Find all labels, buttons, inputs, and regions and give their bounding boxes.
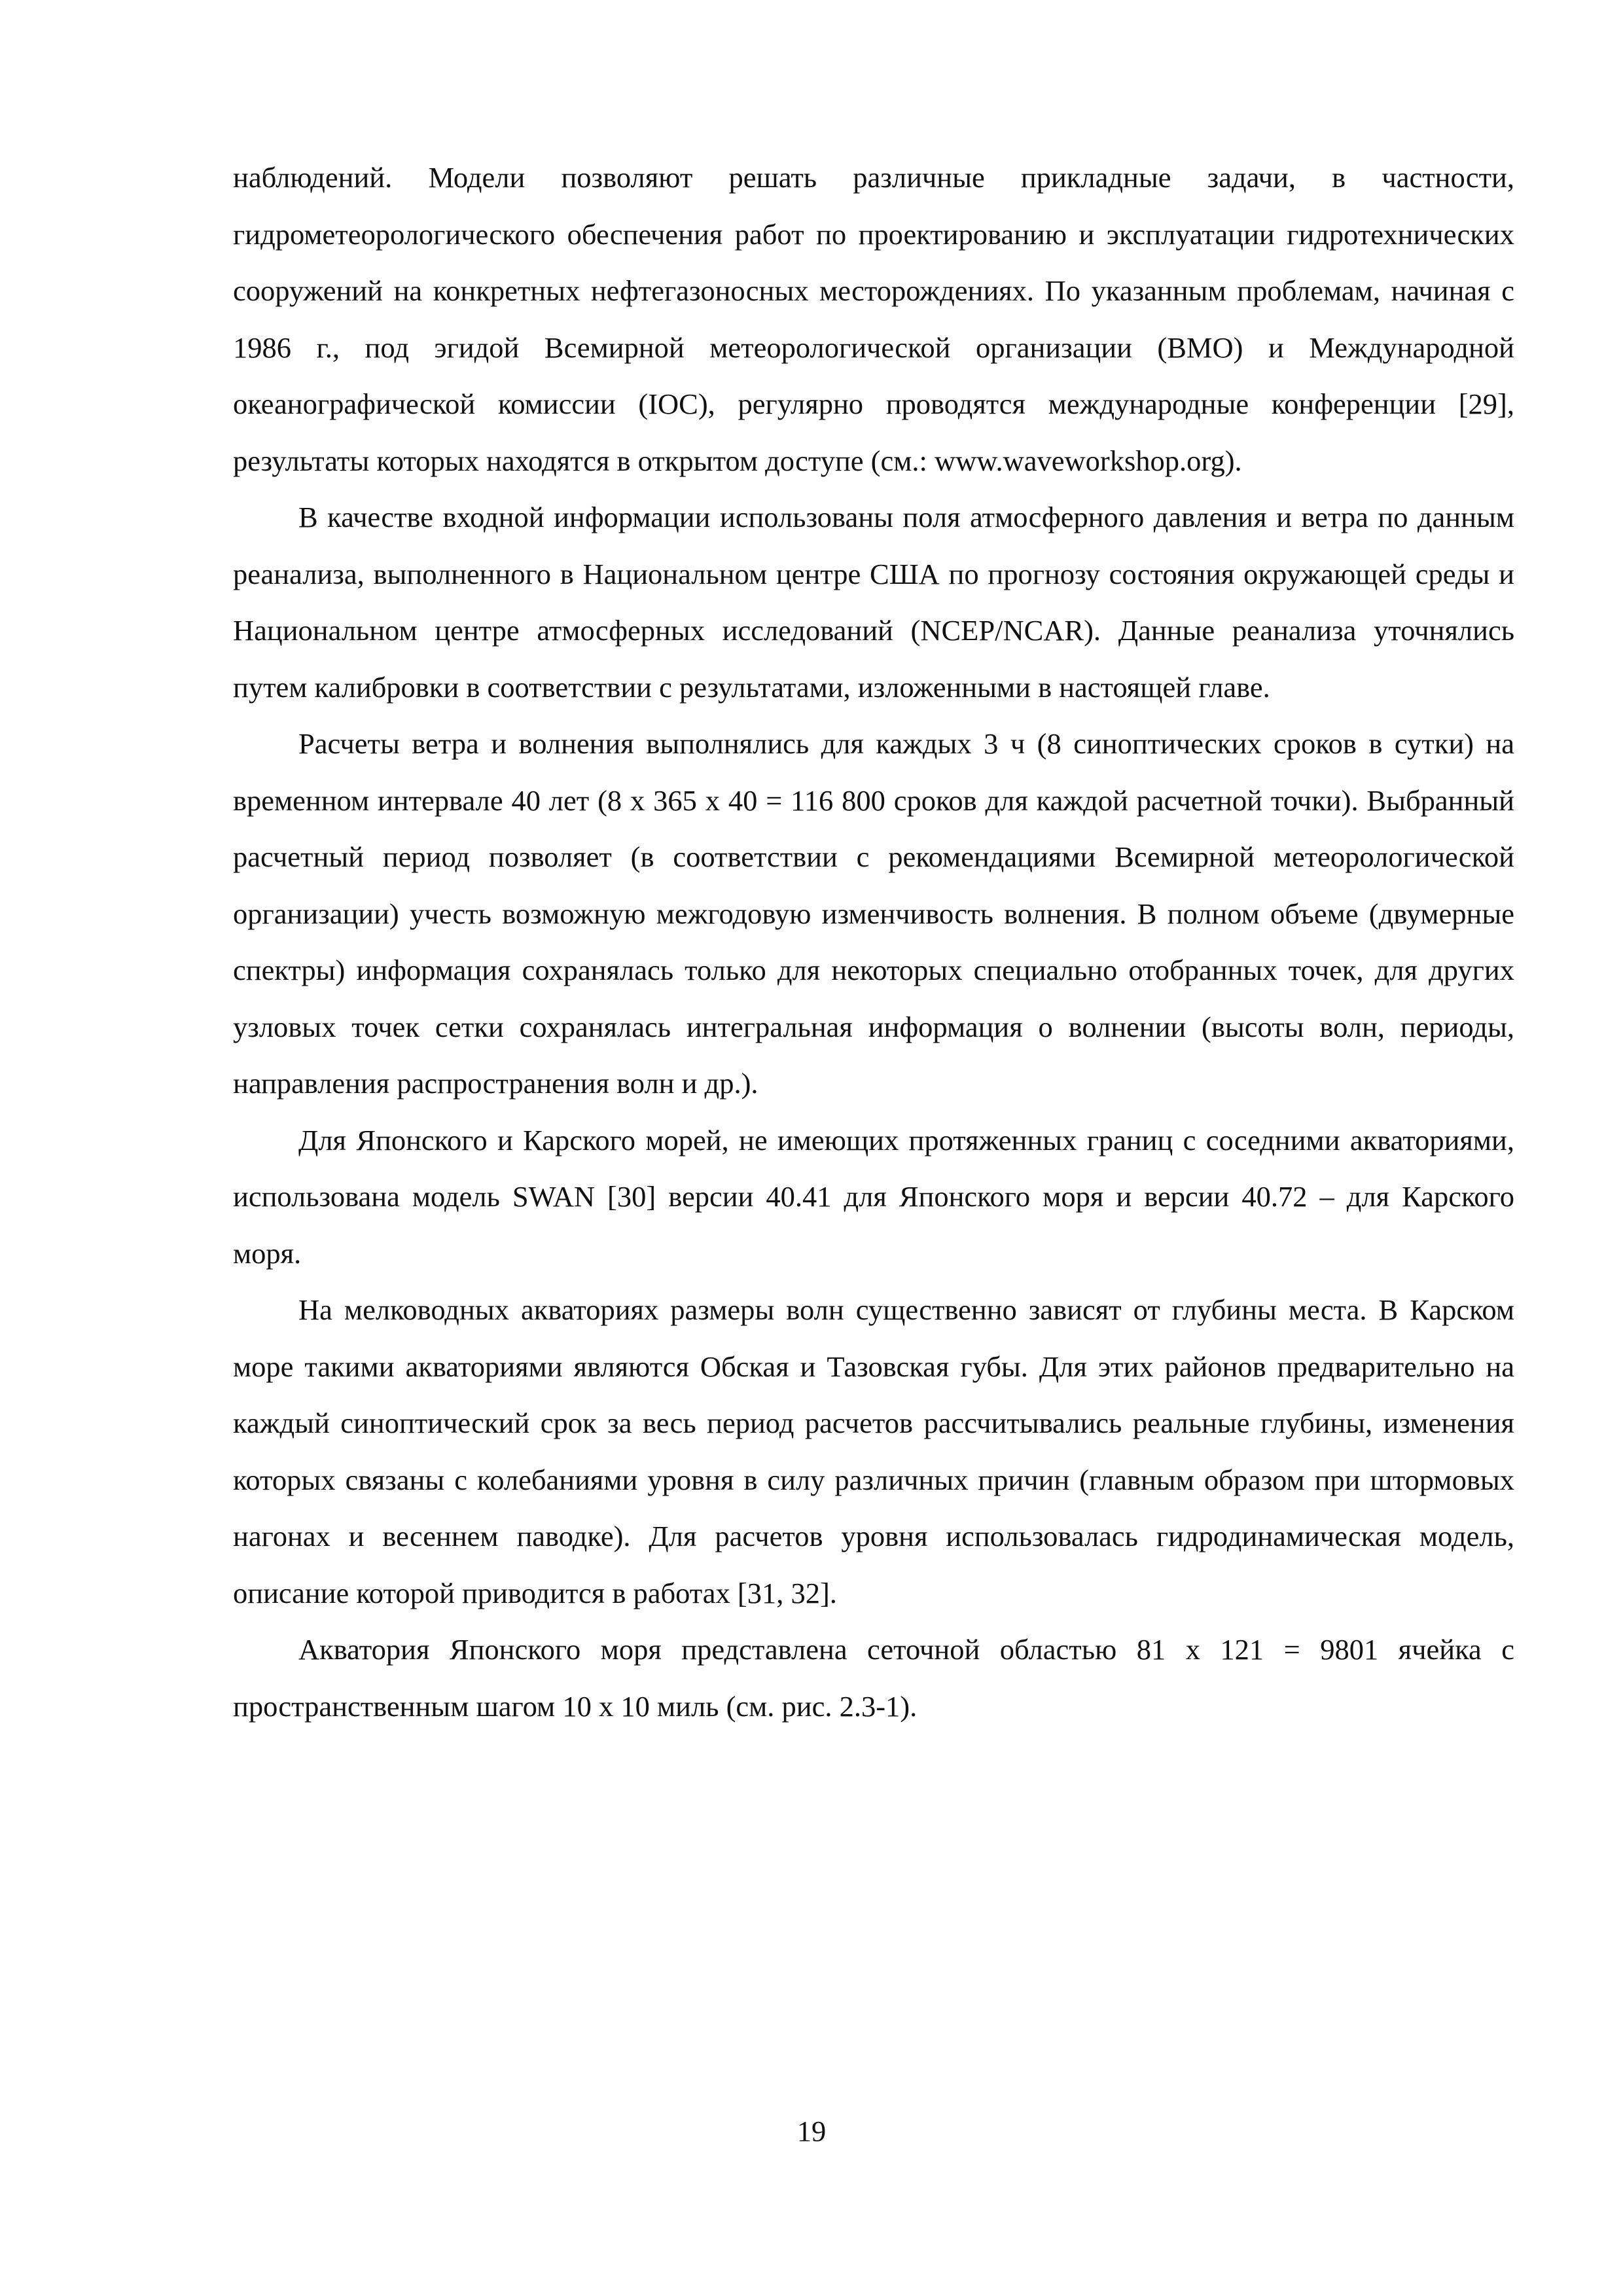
paragraph-1: наблюдений. Модели позволяют решать различные прикладные задачи, в частности, гидрометеорологического обеспечения работ по проектированию и эксплуатации гидротехнических сооружений на конкретных нефтегазоносных месторождениях. По указанным проблемам, начиная с 1986 г., под эгидой Всемирной метеорологической организации (ВМО) и Международной океанографической комиссии (IOC), регулярно проводятся международные конференции [29], результаты которых находятся в открытом доступе (см.: www.waveworkshop.org). <box>233 161 1514 477</box>
document-body <box>233 149 1514 1734</box>
paragraph-4: Для Японского и Карского морей, не имеющих протяженных границ с соседними акваториями, использована модель SWAN [30] версии 40.41 для Японского моря и версии 40.72 – для Карского моря. <box>233 1123 1514 1270</box>
page-number: 19 <box>796 2115 827 2147</box>
paragraph-3: Расчеты ветра и волнения выполнялись для каждых 3 ч (8 синоптических сроков в сутки) на временном интервале 40 лет (8 х 365 х 40 = 116 800 сроков для каждой расчетной точки). Выбранный расчетный период позволяет (в соответствии с рекомендациями Всемирной метеорологической организации) учесть возможную межгодовую изменчивость волнения. В полном объеме (двумерные спектры) информация сохранялась только для некоторых специально отобранных точек, для других узловых точек сетки сохранялась интегральная информация о волнении (высоты волн, периоды, направления распространения волн и др.). <box>233 727 1514 1100</box>
paragraph-2: В качестве входной информации использованы поля атмосферного давления и ветра по данным реанализа, выполненного в Национальном центре США по прогнозу состояния окружающей среды и Национальном центре атмосферных исследований (NCEP/NCAR). Данные реанализа уточнялись путем калибровки в соответствии с результатами, изложенными в настоящей главе. <box>233 501 1514 704</box>
paragraph-6: Акватория Японского моря представлена сеточной областью 81 х 121 = 9801 ячейка с пространственным шагом 10 х 10 миль (см. рис. 2.3-1). <box>233 1633 1514 1723</box>
paragraph-5: На мелководных акваториях размеры волн существенно зависят от глубины места. В Карском море такими акваториями являются Обская и Тазовская губы. Для этих районов предварительно на каждый синоптический срок за весь период расчетов рассчитывались реальные глубины, изменения которых связаны с колебаниями уровня в силу различных причин (главным образом при штормовых нагонах и весеннем паводке). Для расчетов уровня использовалась гидродинамическая модель, описание которой приводится в работах [31, 32]. <box>233 1293 1514 1609</box>
